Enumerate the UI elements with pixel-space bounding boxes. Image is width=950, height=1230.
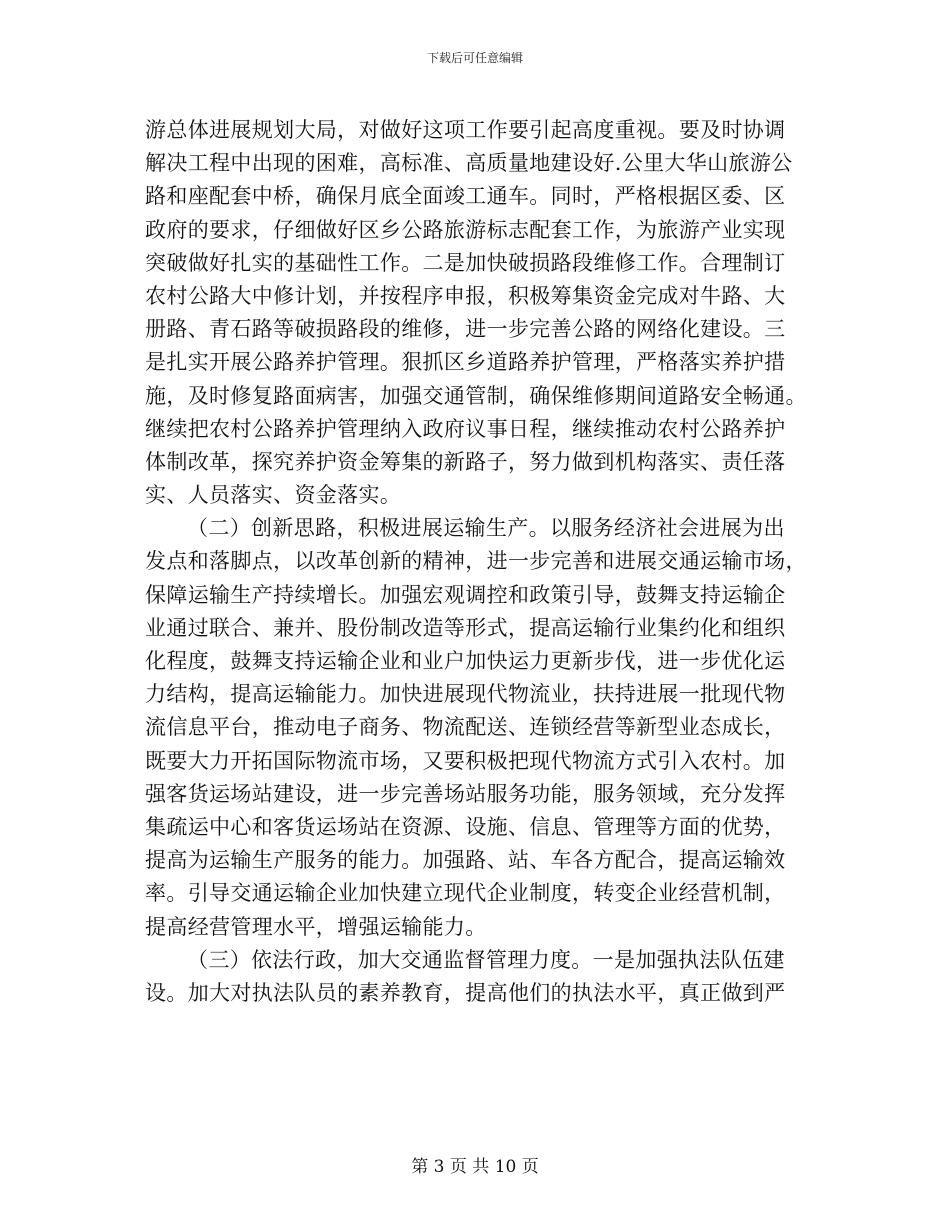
text-line: 率。引导交通运输企业加快建立现代企业制度，转变企业经营机制， xyxy=(145,881,786,906)
text-line: 册路、青石路等破损路段的维修，进一步完善公路的网络化建设。三 xyxy=(145,317,786,342)
page-footer: 第 3 页 共 10 页 xyxy=(411,1157,539,1177)
text-line: 施，及时修复路面病害，加强交通管制，确保维修期间道路安全畅通。 xyxy=(145,383,807,408)
text-line: 设。加大对执法队员的素养教育，提高他们的执法水平，真正做到严 xyxy=(145,980,786,1005)
text-line: 突破做好扎实的基础性工作。二是加快破损路段维修工作。合理制订 xyxy=(145,250,786,275)
text-line: （三）依法行政，加大交通监督管理力度。一是加强执法队伍建 xyxy=(187,947,785,972)
text-line: 化程度，鼓舞支持运输企业和业户加快运力更新步伐，进一步优化运 xyxy=(145,649,786,673)
text-line: （二）创新思路，积极进展运输生产。以服务经济社会进展为出 xyxy=(187,516,785,541)
text-line: 提高为运输生产服务的能力。加强路、站、车各方配合，提高运输效 xyxy=(145,848,786,873)
text-line: 既要大力开拓国际物流市场，又要积极把现代物流方式引入农村。加 xyxy=(145,748,786,773)
text-line: 继续把农村公路养护管理纳入政府议事日程，继续推动农村公路养护 xyxy=(145,416,786,441)
text-line: 政府的要求，仔细做好区乡公路旅游标志配套工作，为旅游产业实现 xyxy=(145,217,786,242)
text-line: 业通过联合、兼并、股份制改造等形式，提高运输行业集约化和组织 xyxy=(145,615,786,640)
document-body xyxy=(145,114,805,1010)
text-line: 体制改革，探究养护资金筹集的新路子，努力做到机构落实、责任落 xyxy=(145,449,786,474)
text-line: 力结构，提高运输能力。加快进展现代物流业，扶持进展一批现代物 xyxy=(145,682,786,707)
text-line: 集疏运中心和客货运场站在资源、设施、信息、管理等方面的优势， xyxy=(145,814,786,839)
text-line: 保障运输生产持续增长。加强宏观调控和政策引导，鼓舞支持运输企 xyxy=(145,582,786,607)
text-line: 强客货运场站建设，进一步完善场站服务功能，服务领域，充分发挥 xyxy=(145,781,786,806)
text-line: 游总体进展规划大局，对做好这项工作要引起高度重视。要及时协调 xyxy=(145,118,786,142)
text-line: 解决工程中出现的困难，高标准、高质量地建设好.公里大华山旅游公 xyxy=(145,151,793,176)
text-line: 发点和落脚点，以改革创新的精神，进一步完善和进展交通运输市场， xyxy=(145,549,807,574)
text-line: 流信息平台，推动电子商务、物流配送、连锁经营等新型业态成长， xyxy=(145,715,786,740)
page-header: 下载后可任意编辑 xyxy=(426,51,523,65)
text-line: 实、人员落实、资金落实。 xyxy=(145,483,402,508)
text-line: 路和座配套中桥，确保月底全面竣工通车。同时，严格根据区委、区 xyxy=(145,184,786,209)
text-line: 提高经营管理水平，增强运输能力。 xyxy=(145,914,487,939)
text-line: 是扎实开展公路养护管理。狠抓区乡道路养护管理，严格落实养护措 xyxy=(145,350,786,375)
text-line: 农村公路大中修计划，并按程序申报，积极筹集资金完成对牛路、大 xyxy=(145,283,786,308)
